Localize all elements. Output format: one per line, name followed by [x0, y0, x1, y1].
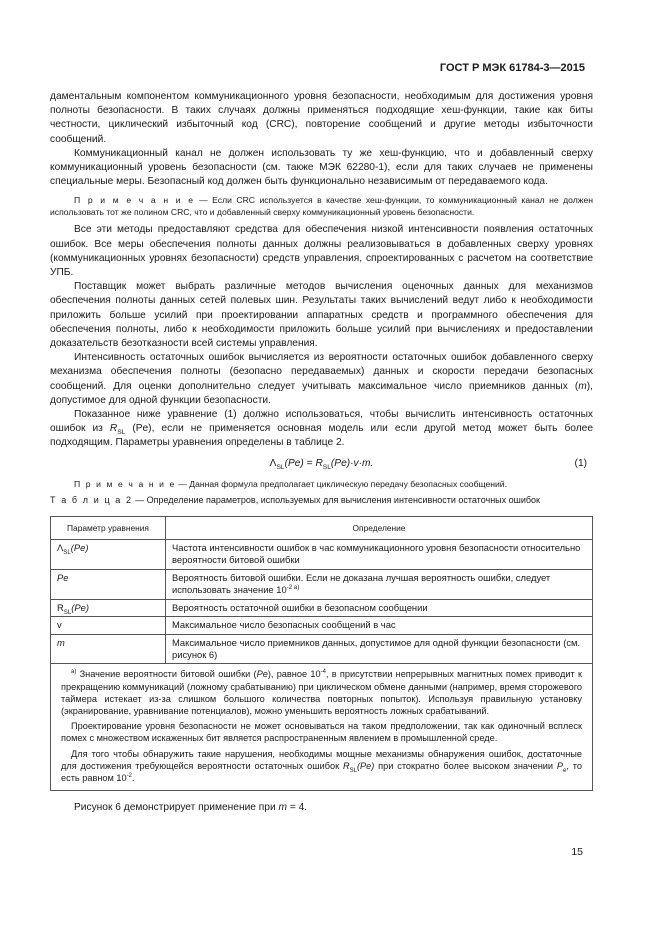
- figure-reference-text-b: = 4.: [286, 802, 308, 814]
- figure-reference-m: m: [278, 802, 287, 814]
- equation-1: [50, 454, 593, 474]
- footnote-a-text-c: , в присутствии непрерывных магнитных помех приводит к прекращению коммуникаций (ложному срабатыванию) при циклическом обмене данными (например, время сторожевого таймера истекает из-за слишком большого количества повторных попыток). Используя правильную установку (экранирование, уравнивание потенциалов), можно уменьшить вероятность ложных срабатываний.: [61, 669, 582, 716]
- footnote-marker: а): [71, 669, 77, 676]
- table-row: [51, 617, 593, 634]
- table-row: [51, 634, 593, 664]
- table-cell-definition: [166, 599, 593, 616]
- footnote-a: [61, 668, 582, 717]
- paragraph-5: [50, 351, 593, 408]
- paragraph-6-pe: (Pe): [125, 423, 152, 435]
- table-caption-text: — Определение параметров, используемых для вычисления интенсивности остаточных ошибок: [132, 494, 540, 505]
- table-header-param: Параметр уравнения: [51, 516, 166, 539]
- paragraph-6: [50, 408, 593, 451]
- definition-text: Максимальное число приемников данных, допустимое для одной функции безопасности (см. рисунок 6): [172, 636, 581, 660]
- table-caption-label: Т а б л и ц а 2: [50, 494, 133, 505]
- definition-text: Вероятность остаточной ошибки в безопасном сообщении: [172, 601, 428, 613]
- footnote-paragraph-2: Проектирование уровня безопасности не может основываться на таком предположении, так как одиночный всплеск помех с множеством искаженных бит является распространенным явлением в промышленной среде.: [61, 721, 582, 744]
- paragraph-5-text-b: ), допустимое для одной функции безопасности.: [50, 380, 593, 406]
- footnote-3-p-sub: e: [563, 767, 567, 774]
- paragraph-5-m: m: [578, 380, 587, 392]
- page-number: 15: [571, 846, 583, 858]
- table-header-row: [51, 516, 593, 539]
- equation-equals: =: [303, 457, 316, 469]
- note-1: [50, 194, 593, 218]
- footnote-3-text-d: .: [131, 772, 135, 783]
- table-footnote-row: [51, 664, 593, 791]
- footnote-a-text-a: Значение вероятности битовой ошибки (: [76, 669, 257, 680]
- equation-body: [50, 457, 593, 471]
- table-caption: [50, 494, 593, 506]
- param-subscript: SL: [63, 608, 72, 616]
- footnote-3-r-sub: SL: [349, 767, 357, 774]
- definition-text: Вероятность битовой ошибки. Если не доказана лучшая вероятность ошибки, следует использовать значение 10: [172, 571, 551, 596]
- param-symbol: v: [57, 619, 62, 631]
- footnote-3-r: R: [343, 760, 350, 771]
- param-argument: (Pe): [71, 601, 89, 613]
- definition-superscript: -2 а): [286, 584, 300, 592]
- footnote-3-p: P: [556, 760, 564, 771]
- table-cell-definition: [166, 634, 593, 664]
- param-subscript: SL: [63, 548, 71, 556]
- footnote-3-pe: (Pe): [356, 760, 375, 771]
- standard-header: ГОСТ Р МЭК 61784-3—2015: [439, 62, 585, 74]
- table-row: [51, 540, 593, 570]
- equation-r-sub: SL: [322, 463, 331, 471]
- note-1-text: — Если CRC используется в качестве хеш-функции, то коммуникационный канал не должен использовать тот же полином CRC, что и добавленный сверху коммуникационный уровень безопасности.: [50, 195, 593, 218]
- param-symbol: Λ: [57, 542, 64, 554]
- paragraph-6-text-b: , если не применяется основная модель или если другой метод может быть более подходящим. Параметры уравнения определены в таблице 2.: [50, 423, 593, 449]
- paragraph-1: даментальным компонентом коммуникационного уровня безопасности, необходимым для достижения уровня полноты безопасности. В таких случаях должны применяться подходящие хеш-функции, такие как биты честности, циклический избыточный код (CRC), повторение сообщений и другие методы избыточности сообщений.: [50, 91, 593, 145]
- table-footnotes: [51, 664, 593, 791]
- param-argument: (Pe): [70, 542, 89, 554]
- footnote-3-text-a: Для того чтобы обнаружить такие нарушения, необходимы мощные механизмы обнаружения ошибок, достаточные для достижения требующейся вероятности остаточных ошибок: [61, 748, 582, 771]
- figure-reference-text-a: Рисунок 6 демонстрирует применение при: [74, 802, 279, 814]
- param-symbol: R: [57, 601, 64, 613]
- table-cell-param: [51, 540, 166, 570]
- table-cell-definition: [166, 569, 593, 599]
- param-symbol: m: [57, 636, 65, 648]
- note-2-label: П р и м е ч а н и е: [74, 478, 176, 489]
- table-cell-param: [51, 599, 166, 616]
- equation-lambda: Λ: [269, 457, 277, 469]
- footnote-a-sup: -4: [320, 669, 326, 676]
- paragraph-6-r-sub: SL: [117, 429, 126, 437]
- footnote-3-text-c: , то есть равном 10: [61, 760, 582, 783]
- table-cell-definition: [166, 540, 593, 570]
- equation-r: R: [315, 457, 323, 469]
- table-cell-definition: [166, 617, 593, 634]
- footnote-a-pe: Pe: [256, 669, 268, 680]
- table-cell-param: [51, 634, 166, 664]
- param-symbol: Pe: [57, 571, 69, 583]
- equation-lambda-sub: SL: [276, 463, 285, 471]
- definition-text: Максимальное число безопасных сообщений в час: [172, 619, 396, 631]
- equation-lhs-arg: (Pe): [284, 457, 304, 469]
- paragraph-3: Все эти методы предоставляют средства для обеспечения низкой интенсивности появления остаточных ошибок. Все меры обеспечения полноты данных должны реализовываться в добавленных сверху уровнях (коммуникационных уровнях безопасности) средств управления, спроектированных с расчетом на соответствие УПБ.: [50, 224, 593, 279]
- paragraph-4: Поставщик может выбрать различные методов вычисления оценочных данных для механизмов обеспечения полноты данных сетей полевых шин. Результаты таких вычислений ведут либо к необходимости приложить больше усилий при проектировании аппаратных средств и программного обеспечения для обеспечения полноты, либо к необходимости приложить больше усилий при вычислениях и предоставлении доказательств безотказности всей системы управления.: [50, 281, 593, 350]
- table-header-definition: Определение: [166, 516, 593, 539]
- parameters-table: [50, 516, 593, 791]
- footnote-3-text-b: при стократно более высоком значении: [374, 760, 557, 771]
- table-cell-param: [51, 569, 166, 599]
- table-row: [51, 599, 593, 616]
- footnote-3-sup: -2: [126, 772, 132, 779]
- table-cell-param: [51, 617, 166, 634]
- paragraph-5-text-a: Интенсивность остаточных ошибок вычисляется из вероятности остаточных ошибок добавленного сверху механизма обеспечения полноты (безопасно передаваемых) данных и скорости передачи безопасных сообщений. Для оценки дополнительно следует учитывать максимальное число приемников данных (: [50, 352, 593, 392]
- footnote-paragraph-3: [61, 748, 582, 785]
- table-row: [51, 569, 593, 599]
- note-2: [50, 478, 593, 490]
- paragraph-6-r: R: [109, 423, 118, 435]
- paragraph-2: Коммуникационный канал не должен использовать ту же хеш-функцию, что и добавленный сверху коммуникационный уровень безопасности (см. также МЭК 62280-1), если для таких случаев не применены специальные меры. Безопасный код должен быть функционально независимым от передаваемого кода.: [50, 147, 593, 188]
- equation-rhs-tail: (Pe)·v·m.: [330, 457, 374, 469]
- note-1-label: П р и м е ч а н и е: [74, 195, 195, 206]
- figure-reference: [50, 801, 593, 815]
- footnote-a-text-b: ), равное 10: [267, 669, 321, 680]
- definition-text: Частота интенсивности ошибок в час коммуникационного уровня безопасности относительно вероятности битовой ошибки: [172, 542, 581, 566]
- note-2-text: — Данная формула предполагает циклическую передачу безопасных сообщений.: [175, 478, 507, 489]
- equation-number: (1): [574, 457, 587, 469]
- page-body: [50, 90, 593, 815]
- paragraph-6-text-a: Показанное ниже уравнение (1) должно использоваться, чтобы вычислить интенсивность остаточных ошибок из: [50, 409, 593, 435]
